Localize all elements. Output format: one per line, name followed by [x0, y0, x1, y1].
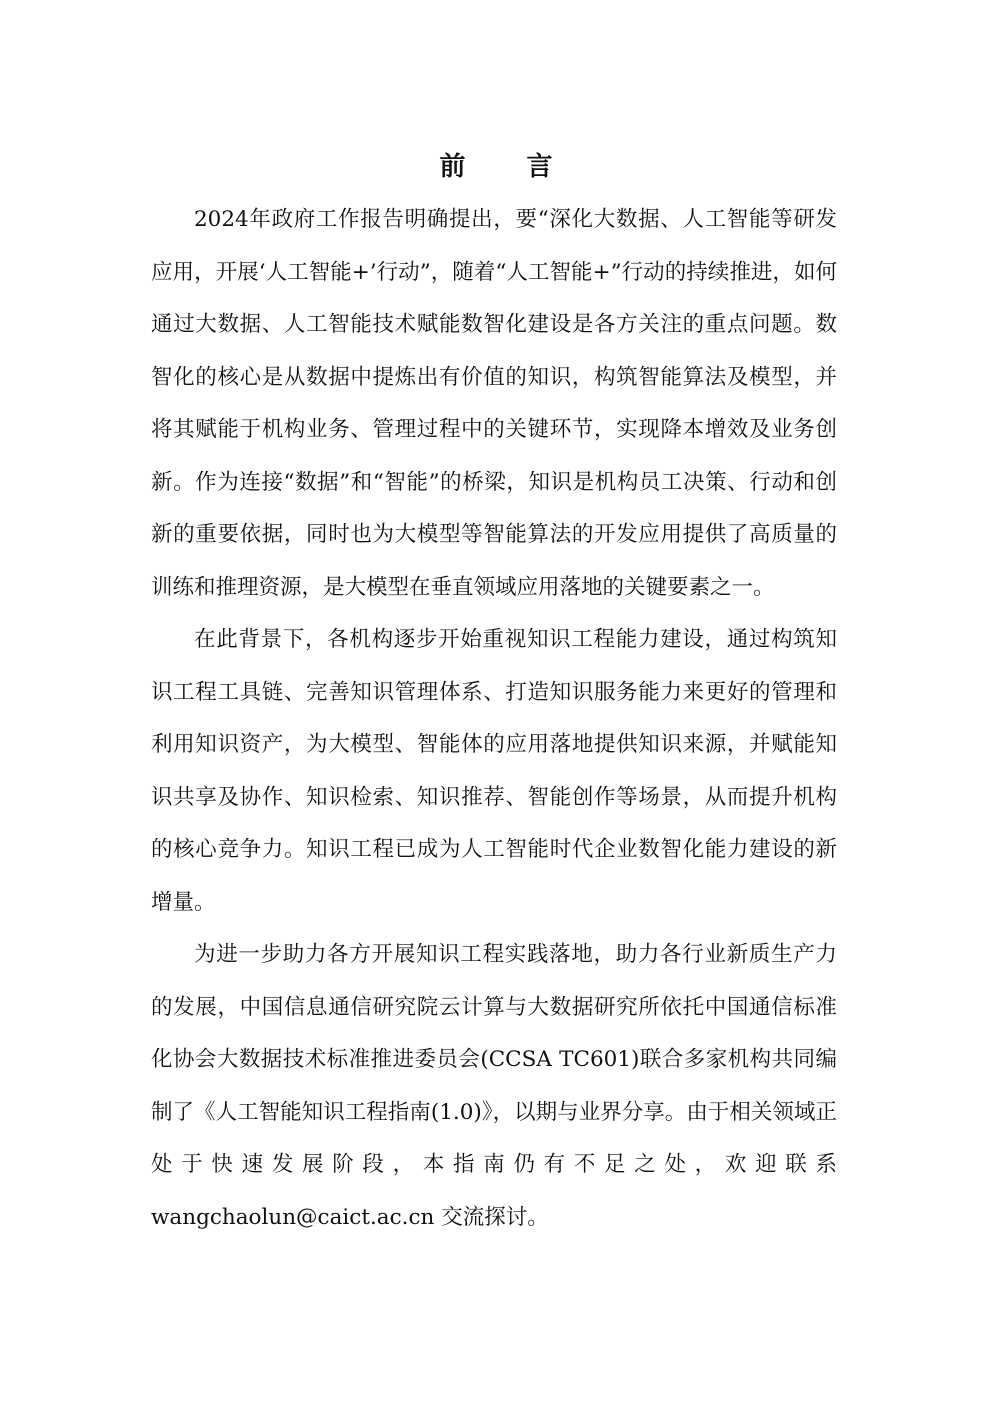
preface-body [151, 194, 837, 1244]
paragraph-2: 在此背景下，各机构逐步开始重视知识工程能力建设，通过构筑知识工程工具链、完善知识管理体系、打造知识服务能力来更好的管理和利用知识资产，为大模型、智能体的应用落地提供知识来源，并赋能知识共享及协作、知识检索、知识推荐、智能创作等场景，从而提升机构的核心竞争力。知识工程已成为人工智能时代企业数智化能力建设的新增量。 [151, 627, 837, 915]
paragraph-1: 2024年政府工作报告明确提出，要“深化大数据、人工智能等研发应用，开展‘人工智能+’行动”，随着“人工智能+”行动的持续推进，如何通过大数据、人工智能技术赋能数智化建设是各方关注的重点问题。数智化的核心是从数据中提炼出有价值的知识，构筑智能算法及模型，并将其赋能于机构业务、管理过程中的关键环节，实现降本增效及业务创新。作为连接“数据”和“智能”的桥梁，知识是机构员工决策、行动和创新的重要依据，同时也为大模型等智能算法的开发应用提供了高质量的训练和推理资源，是大模型在垂直领域应用落地的关键要素之一。 [151, 207, 837, 600]
page-title: 前 言 [439, 152, 579, 182]
paragraph-3: 为进一步助力各方开展知识工程实践落地，助力各行业新质生产力的发展，中国信息通信研究院云计算与大数据研究所依托中国通信标准化协会大数据技术标准推进委员会(CCSA TC601)联合多家机构共同编制了《人工智能知识工程指南(1.0)》，以期与业界分享。由于相关领域正处于快速发展阶段，本指南仍有不足之处，欢迎联系 wangchaolun@caict.ac.cn 交流探讨。 [151, 942, 837, 1230]
